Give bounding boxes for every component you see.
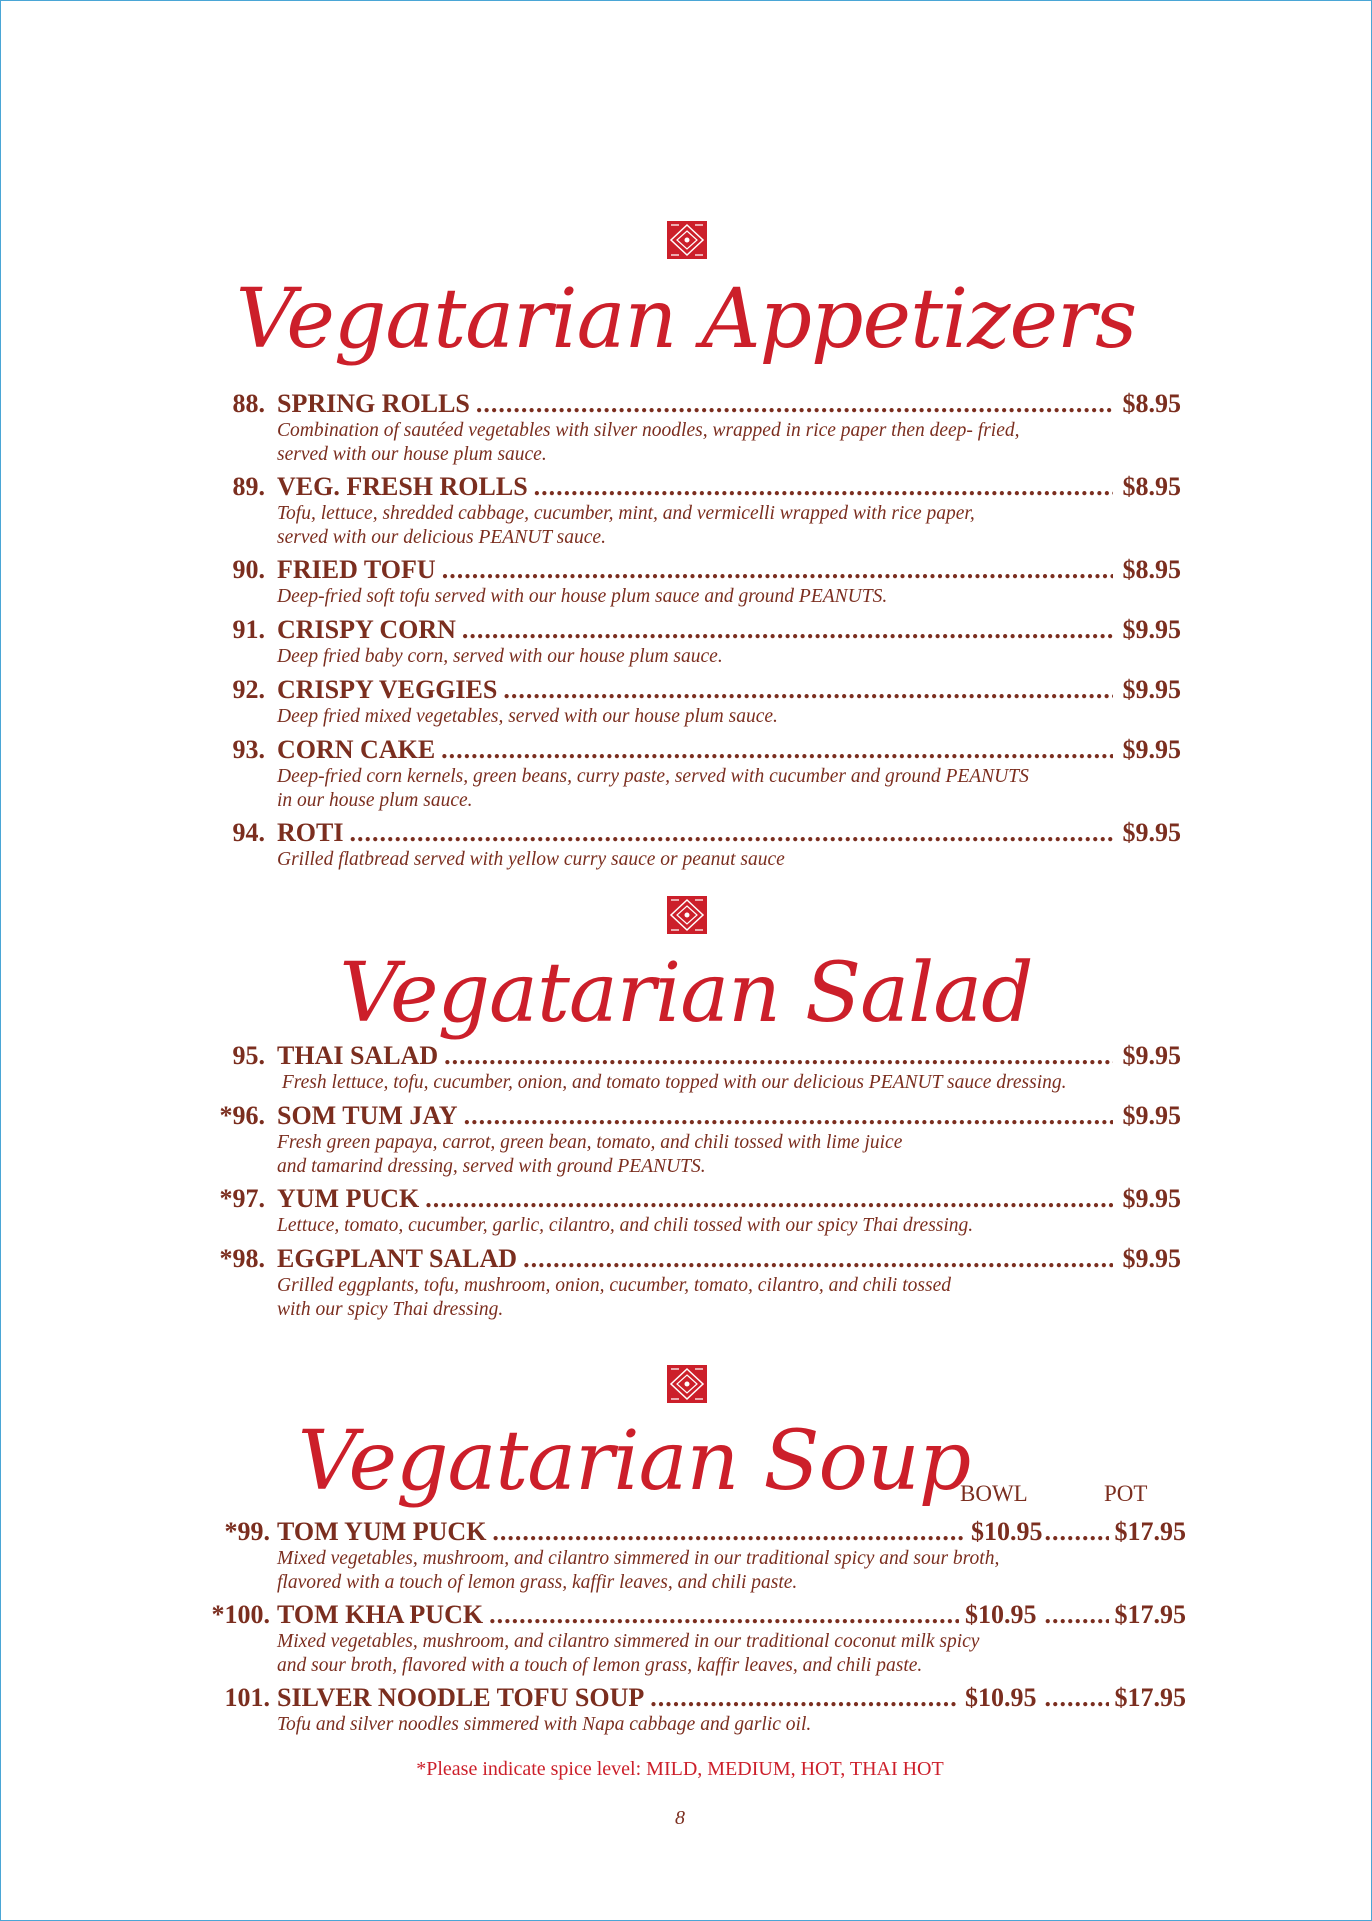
- item-description: Deep-fried soft tofu served with our house plum sauce and ground PEANUTS.: [277, 586, 888, 607]
- menu-item: [201, 615, 1181, 669]
- item-description: Deep fried baby corn, served with our house plum sauce.: [277, 646, 723, 667]
- menu-item: [201, 1041, 1181, 1095]
- menu-item: [201, 1184, 1181, 1238]
- leader-dots: [650, 1683, 959, 1713]
- item-description: Mixed vegetables, mushroom, and cilantro simmered in our traditional coconut milk spicy and sour broth, flavored with a touch of lemon grass, kaffir leaves, and chili paste.: [277, 1631, 980, 1676]
- item-number: 93.: [232, 735, 265, 764]
- page-number: 8: [675, 1807, 685, 1829]
- ornament-icon: [667, 1365, 707, 1403]
- pot-column-header: POT: [1104, 1481, 1148, 1506]
- item-number: 92.: [232, 675, 265, 704]
- item-price: $8.95: [1122, 389, 1181, 418]
- item-price: $8.95: [1122, 472, 1181, 501]
- appetizers-title: Vegatarian Appetizers: [235, 272, 1137, 367]
- item-price: $9.95: [1122, 1244, 1181, 1273]
- leader-dots: [534, 472, 1113, 502]
- leader-dots: [441, 735, 1113, 765]
- item-price: $9.95: [1122, 1041, 1181, 1070]
- menu-item: [201, 1517, 1186, 1595]
- soup-title: Vegatarian Soup: [297, 1414, 971, 1509]
- item-name: THAI SALAD: [277, 1041, 439, 1070]
- item-description: Tofu and silver noodles simmered with Napa cabbage and garlic oil.: [277, 1714, 812, 1735]
- item-description: Grilled flatbread served with yellow curry sauce or peanut sauce: [277, 849, 785, 870]
- item-description: Mixed vegetables, mushroom, and cilantro simmered in our traditional spicy and sour broth, flavored with a touch of lemon grass, kaffir leaves, and chili paste.: [277, 1548, 1000, 1593]
- item-description: Combination of sautéed vegetables with silver noodles, wrapped in rice paper then deep- fried, served with our house plum sauce.: [277, 420, 1020, 465]
- spice-level-note: *Please indicate spice level: MILD, MEDIUM, HOT, THAI HOT: [416, 1758, 944, 1780]
- bowl-column-header: BOWL: [960, 1481, 1028, 1506]
- leader-dots: [444, 1041, 1113, 1071]
- item-price: $9.95: [1122, 615, 1181, 644]
- leader-dots: [462, 615, 1113, 645]
- item-number: *96.: [219, 1101, 265, 1130]
- item-name: CORN CAKE: [277, 735, 436, 764]
- menu-item: [201, 1101, 1181, 1179]
- item-price: $9.95: [1122, 675, 1181, 704]
- item-number: 101.: [224, 1683, 270, 1712]
- bowl-price: $10.95: [971, 1517, 1043, 1546]
- menu-item: [201, 1244, 1181, 1322]
- item-number: 88.: [232, 389, 265, 418]
- menu-item: [201, 472, 1181, 550]
- item-price: $9.95: [1122, 1101, 1181, 1130]
- item-description: Grilled eggplants, tofu, mushroom, onion, cucumber, tomato, cilantro, and chili tossed with our spicy Thai dressing.: [277, 1275, 951, 1320]
- leader-dots: [464, 1101, 1113, 1131]
- item-name: ROTI: [277, 818, 344, 847]
- item-description: Fresh green papaya, carrot, green bean, tomato, and chili tossed with lime juice and tamarind dressing, served with ground PEANUTS.: [277, 1132, 903, 1177]
- bowl-price: $10.95: [965, 1683, 1037, 1712]
- menu-item: [201, 1683, 1186, 1737]
- leader-dots: [1045, 1517, 1109, 1547]
- item-number: 89.: [232, 472, 265, 501]
- menu-item: [201, 389, 1181, 467]
- item-number: 95.: [232, 1041, 265, 1070]
- item-name: SOM TUM JAY: [277, 1101, 458, 1130]
- item-description: Lettuce, tomato, cucumber, garlic, cilantro, and chili tossed with our spicy Thai dressing.: [277, 1215, 974, 1236]
- bowl-price: $10.95: [965, 1600, 1037, 1629]
- leader-dots: [489, 1600, 959, 1630]
- item-name: TOM YUM PUCK: [277, 1517, 487, 1546]
- leader-dots: [442, 555, 1113, 585]
- item-number: 90.: [232, 555, 265, 584]
- item-price: $9.95: [1122, 735, 1181, 764]
- pot-price: $17.95: [1114, 1683, 1186, 1712]
- ornament-icon: [667, 221, 707, 259]
- menu-item: [201, 735, 1181, 813]
- menu-item: [201, 675, 1181, 729]
- item-number: *97.: [219, 1184, 265, 1213]
- leader-dots: [492, 1517, 965, 1547]
- item-name: FRIED TOFU: [277, 555, 436, 584]
- item-number: 94.: [232, 818, 265, 847]
- item-name: SILVER NOODLE TOFU SOUP: [277, 1683, 645, 1712]
- leader-dots: [349, 818, 1113, 848]
- item-name: CRISPY VEGGIES: [277, 675, 498, 704]
- item-description: Fresh lettuce, tofu, cucumber, onion, and tomato topped with our delicious PEANUT sauce dressing.: [277, 1072, 1067, 1093]
- item-name: CRISPY CORN: [277, 615, 456, 644]
- item-description: Deep-fried corn kernels, green beans, curry paste, served with cucumber and ground PEANUTS in our house plum sauce.: [277, 766, 1029, 811]
- menu-item: [201, 818, 1181, 872]
- item-name: TOM KHA PUCK: [277, 1600, 484, 1629]
- ornament-icon: [667, 896, 707, 934]
- item-number: *100.: [211, 1600, 270, 1629]
- item-name: EGGPLANT SALAD: [277, 1244, 518, 1273]
- leader-dots: [503, 675, 1113, 705]
- item-price: $9.95: [1122, 1184, 1181, 1213]
- item-number: *98.: [219, 1244, 265, 1273]
- leader-dots: [1045, 1600, 1109, 1630]
- item-price: $9.95: [1122, 818, 1181, 847]
- leader-dots: [476, 389, 1113, 419]
- item-name: VEG. FRESH ROLLS: [277, 472, 528, 501]
- pot-price: $17.95: [1114, 1600, 1186, 1629]
- item-number: 91.: [232, 615, 265, 644]
- menu-item: [201, 1600, 1186, 1678]
- item-name: SPRING ROLLS: [277, 389, 470, 418]
- leader-dots: [523, 1244, 1113, 1274]
- menu-item: [201, 555, 1181, 609]
- salad-title: Vegatarian Salad: [339, 946, 1033, 1041]
- item-number: *99.: [224, 1517, 270, 1546]
- pot-price: $17.95: [1114, 1517, 1186, 1546]
- leader-dots: [425, 1184, 1113, 1214]
- item-price: $8.95: [1122, 555, 1181, 584]
- item-name: YUM PUCK: [277, 1184, 420, 1213]
- item-description: Deep fried mixed vegetables, served with our house plum sauce.: [277, 706, 778, 727]
- leader-dots: [1045, 1683, 1109, 1713]
- item-description: Tofu, lettuce, shredded cabbage, cucumber, mint, and vermicelli wrapped with rice paper, served with our delicious PEANUT sauce.: [277, 503, 975, 548]
